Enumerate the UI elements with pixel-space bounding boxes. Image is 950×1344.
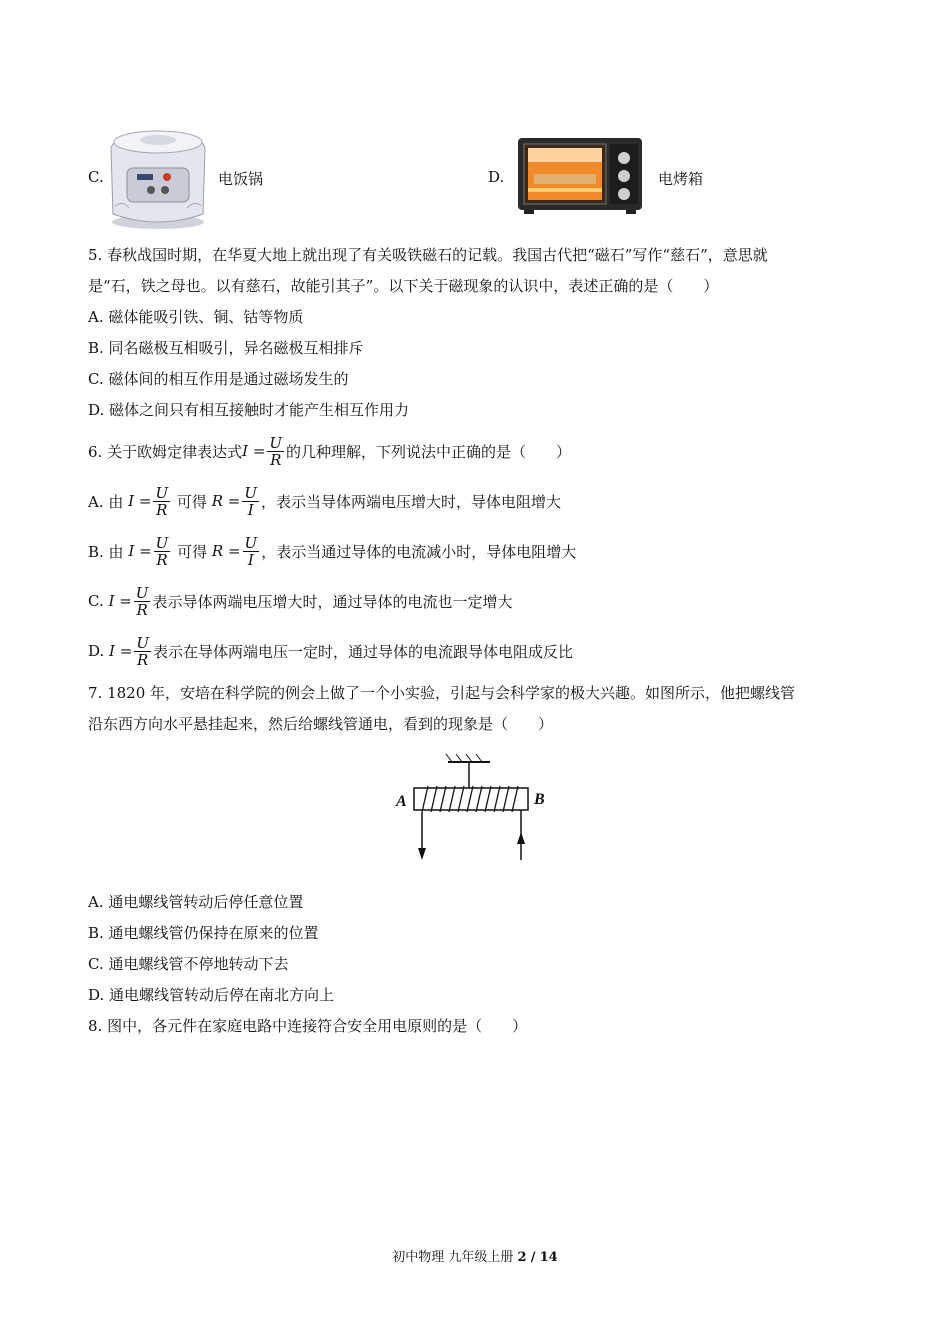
- q5-stem-line1: 5. 春秋战国时期，在华夏大地上就出现了有关吸铁磁石的记载。我国古代把“磁石”写作“慈石”，意思就: [88, 246, 768, 264]
- option-c-caption: 电饭锅: [218, 170, 264, 188]
- option-d-label: D.: [488, 168, 505, 186]
- q7-stem-line2: 沿东西方向水平悬挂起来，然后给螺线管通电，看到的现象是（ ）: [88, 715, 554, 733]
- q7-option-a: A. 通电螺线管转动后停任意位置: [88, 893, 304, 911]
- q8-stem: 8. 图中，各元件在家庭电路中连接符合安全用电原则的是（ ）: [88, 1017, 528, 1035]
- q7-option-d: D. 通电螺线管转动后停在南北方向上: [88, 986, 335, 1004]
- q6-option-c: C. I = $\frac{U}{R}$ 表示导体两端电压增大时，通过导体的电流也一定增大: [88, 583, 513, 619]
- q6-option-a: A. 由 I = $\frac{U}{R}$ 可得 R = $\frac{U}{I}$ ，表示当导体两端电压增大时，导体电阻增大: [88, 483, 562, 519]
- q6-option-b: B. 由 I = $\frac{U}{R}$ 可得 R = $\frac{U}{I}$ ，表示当通过导体的电流减小时，导体电阻增大: [88, 533, 577, 569]
- q7-option-c: C. 通电螺线管不停地转动下去: [88, 955, 289, 973]
- solenoid-diagram: [390, 752, 550, 868]
- q7-option-b: B. 通电螺线管仍保持在原来的位置: [88, 924, 319, 942]
- q6-stem: 6. 关于欧姆定律表达式 I = $\frac{U}{R}$ 的几种理解，下列说法中正确的是（ ）: [88, 433, 572, 469]
- rice-cooker-image: [103, 126, 213, 230]
- page-footer: 初中物理 九年级上册 2 / 14: [392, 1250, 558, 1265]
- electric-oven-image: [516, 136, 644, 216]
- q7-stem-line1: 7. 1820 年，安培在科学院的例会上做了一个小实验，引起与会科学家的极大兴趣。如图所示，他把螺线管: [88, 684, 796, 702]
- diagram-label-b: B: [534, 791, 545, 808]
- q5-option-a: A. 磁体能吸引铁、铜、钴等物质: [88, 308, 304, 326]
- q6-option-d: D. I = $\frac{U}{R}$ 表示在导体两端电压一定时，通过导体的电流跟导体电阻成反比: [88, 633, 574, 669]
- page-total: 14: [539, 1250, 558, 1265]
- q5-stem-line2: 是“石，铁之母也。以有慈石，故能引其子”。以下关于磁现象的认识中，表述正确的是（ ）: [88, 277, 719, 295]
- q5-option-b: B. 同名磁极互相吸引，异名磁极互相排斥: [88, 339, 364, 357]
- q5-option-c: C. 磁体间的相互作用是通过磁场发生的: [88, 370, 349, 388]
- formula-u-over-r: $\frac{U}{R}$: [269, 433, 283, 469]
- option-d-caption: 电烤箱: [658, 170, 704, 188]
- diagram-label-a: A: [396, 793, 407, 810]
- option-c-label: C.: [88, 168, 104, 186]
- page-number: 2: [517, 1250, 527, 1265]
- q5-option-d: D. 磁体之间只有相互接触时才能产生相互作用力: [88, 401, 410, 419]
